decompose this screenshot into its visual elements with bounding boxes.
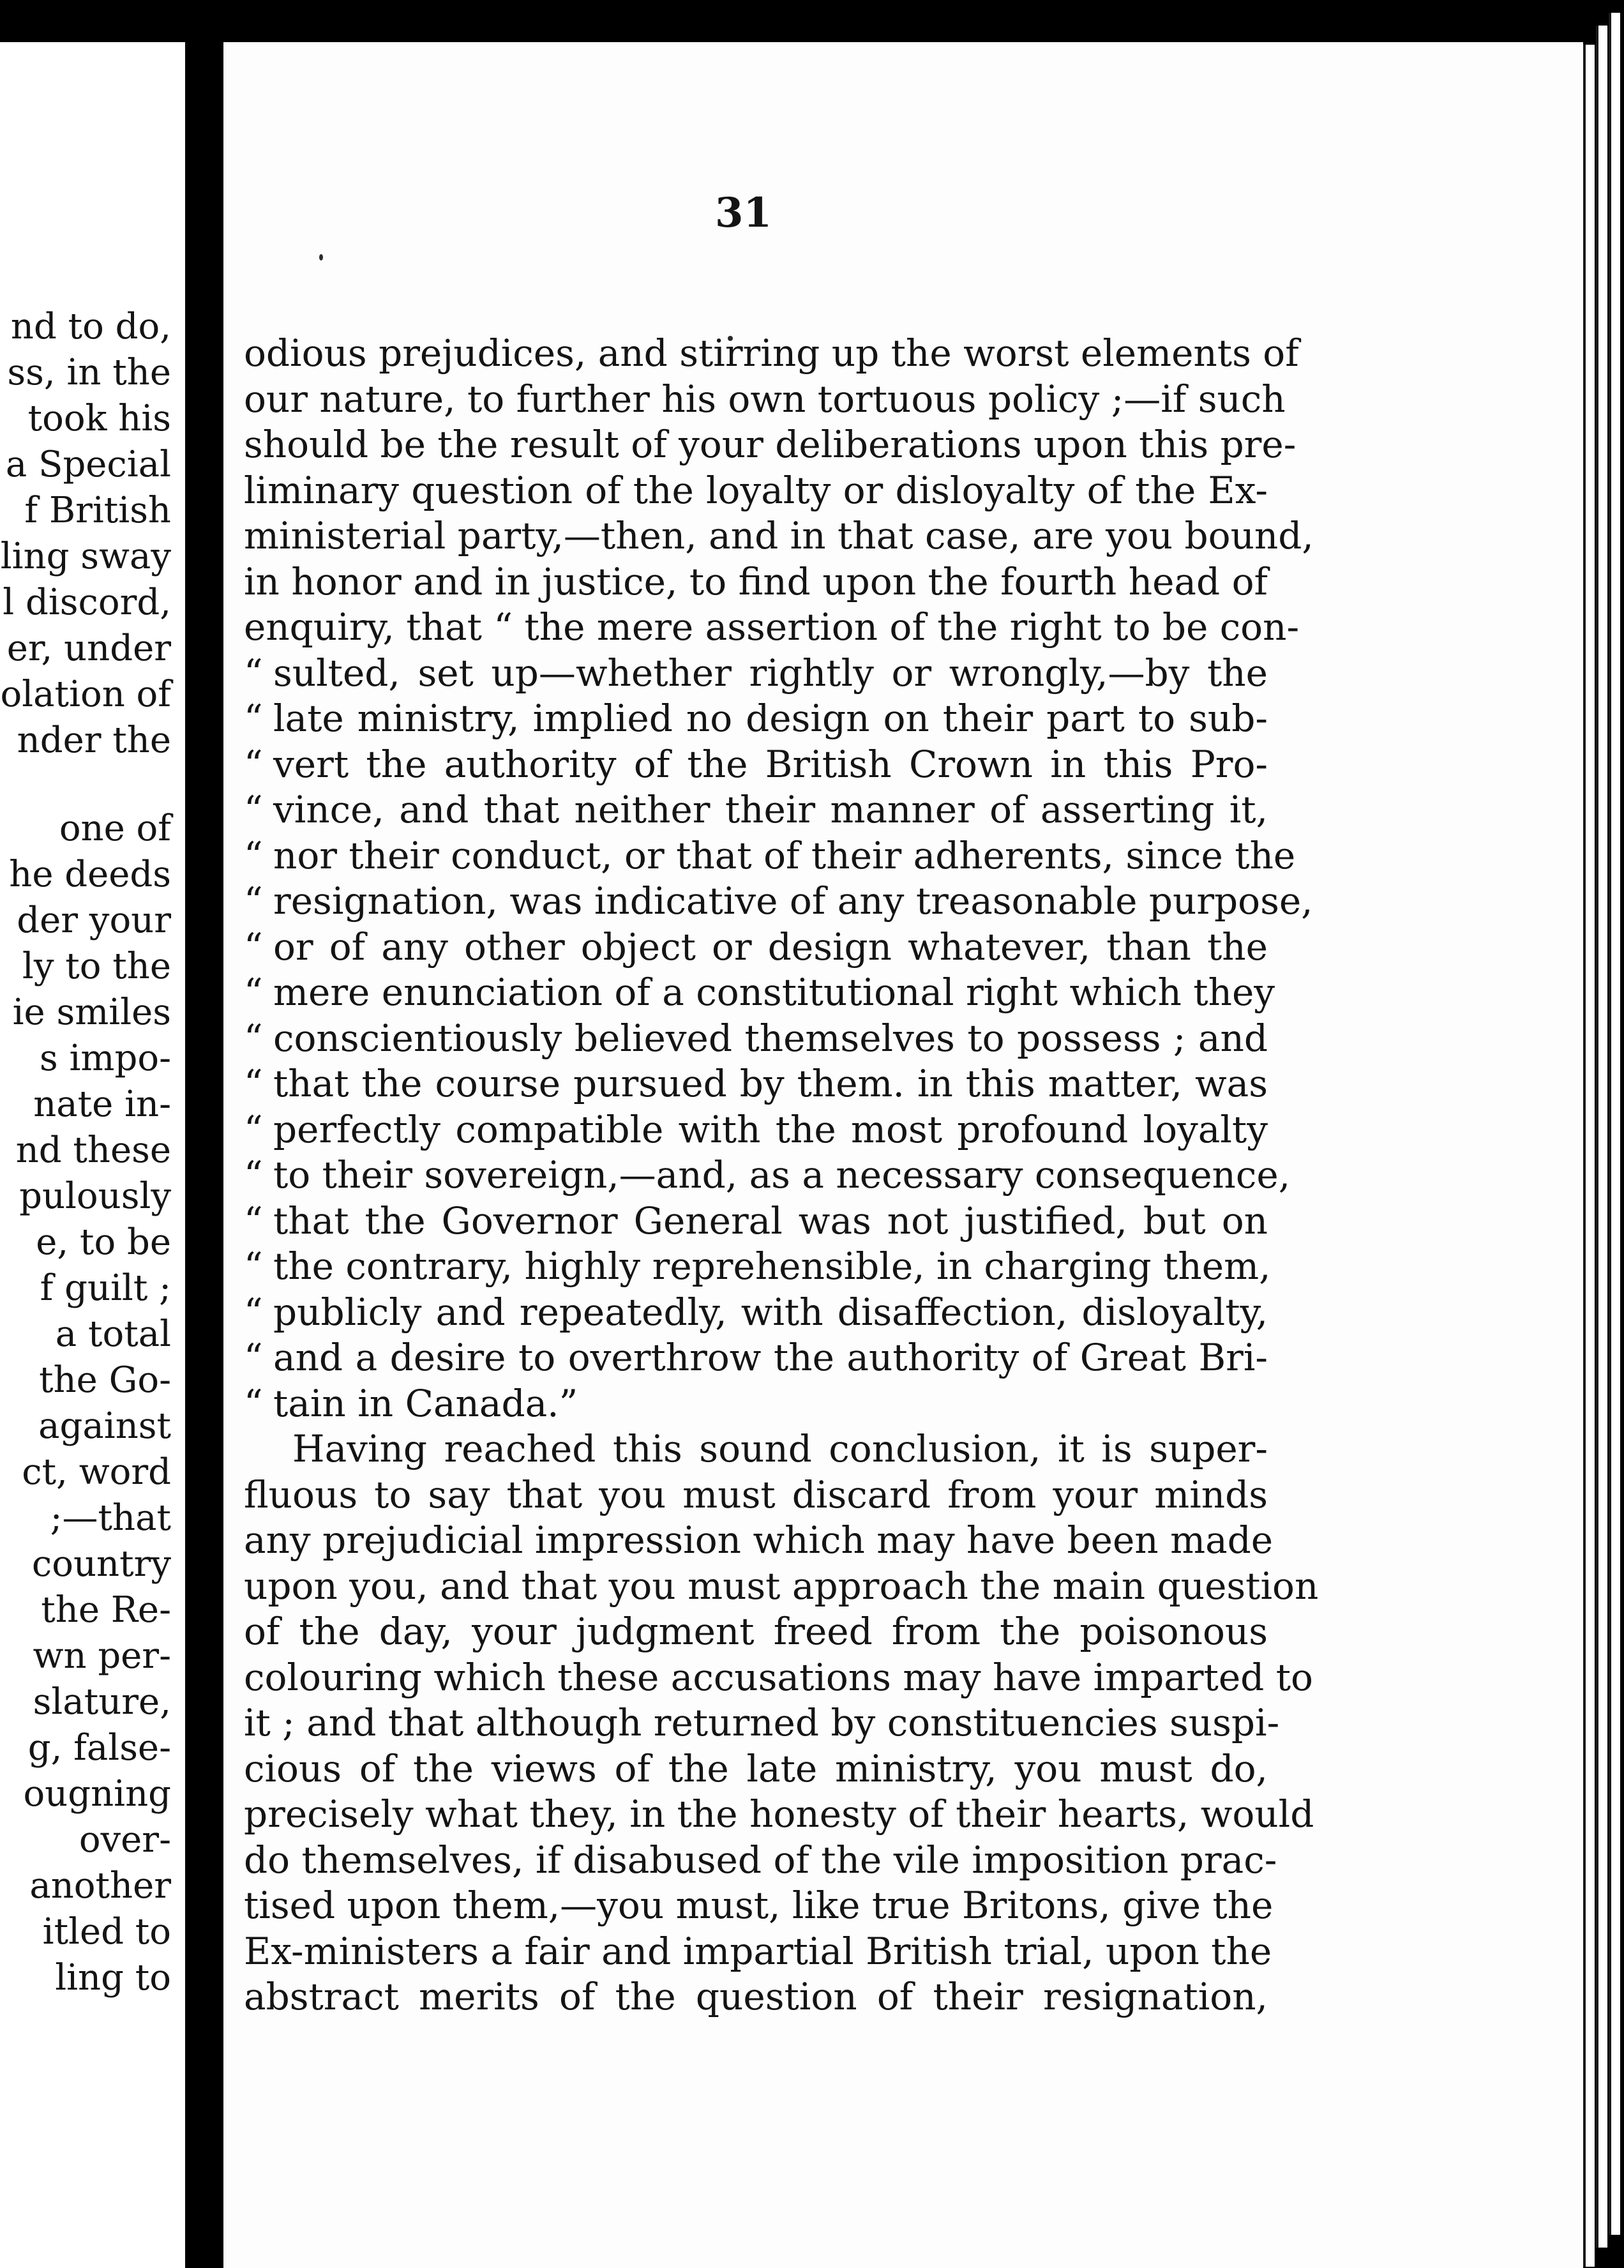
- left-page-line: nd to do,: [10, 306, 171, 347]
- text-line: of the day, your judgment freed from the poisonous: [244, 1610, 1268, 1653]
- quote-mark: “: [244, 1336, 263, 1379]
- left-page-line: against: [38, 1405, 171, 1447]
- text-line: in honor and in justice, to find upon the fourth head of: [244, 559, 1268, 603]
- left-page-line: the Go-: [39, 1359, 171, 1401]
- text-line: tised upon them,—you must, like true Britons, give the: [244, 1884, 1274, 1927]
- left-page-line: g, false-: [27, 1727, 171, 1769]
- left-page-line: slature,: [33, 1681, 171, 1723]
- quote-mark: “: [244, 1290, 263, 1334]
- ink-speck: [319, 254, 323, 261]
- left-page-line: der your: [17, 900, 171, 941]
- quoted-line: [244, 925, 1268, 971]
- text-line: upon you, and that you must approach the main question: [244, 1564, 1319, 1608]
- text-line: ministerial party,—then, and in that case, are you bound,: [244, 514, 1314, 557]
- text-line: liminary question of the loyalty or disloyalty of the Ex-: [244, 468, 1268, 512]
- book-gutter: [185, 0, 223, 2268]
- left-page-line: ougning: [23, 1773, 171, 1815]
- quoted-line: [244, 696, 1268, 742]
- left-page-line: nder the: [17, 720, 171, 761]
- page-number: 31: [715, 189, 772, 237]
- quoted-line: [244, 879, 1313, 925]
- left-page-line: over-: [79, 1819, 171, 1861]
- quoted-line-text: and a desire to overthrow the authority of Great Bri-: [273, 1336, 1268, 1379]
- text-line: odious prejudices, and stirring up the worst elements of: [244, 331, 1299, 375]
- left-page-line: er, under: [6, 628, 171, 669]
- text-line: abstract merits of the question of their resignation,: [244, 1975, 1268, 2018]
- quoted-line-text: nor their conduct, or that of their adherents, since the: [273, 833, 1296, 877]
- quoted-line-text: the contrary, highly reprehensible, in charging them,: [273, 1244, 1271, 1288]
- quoted-line-text: that the Governor General was not justified, but on: [273, 1198, 1268, 1243]
- text-line: cious of the views of the late ministry, you must do,: [244, 1746, 1268, 1790]
- text-line: Having reached this sound conclusion, it is super-: [292, 1427, 1268, 1470]
- left-page-line: he deeds: [9, 854, 171, 895]
- left-page-line: nd these: [15, 1130, 171, 1171]
- text-line: should be the result of your deliberations upon this pre-: [244, 423, 1297, 466]
- quoted-line-text: or of any other object or design whatever, than the: [273, 925, 1268, 969]
- left-page-line: another: [29, 1865, 171, 1907]
- text-line: fluous to say that you must discard from your minds: [244, 1472, 1268, 1516]
- quote-mark: “: [244, 1198, 263, 1243]
- quoted-line-text: resignation, was indicative of any treasonable purpose,: [273, 879, 1313, 923]
- quote-mark: “: [244, 879, 263, 923]
- left-page-line: e, to be: [36, 1221, 171, 1263]
- quoted-line: [244, 787, 1268, 833]
- quoted-line: [244, 1290, 1268, 1336]
- left-page-line: ly to the: [22, 946, 171, 987]
- body-text: [244, 331, 1319, 2020]
- quote-mark: “: [244, 697, 263, 740]
- quoted-line-text: mere enunciation of a constitutional right which they: [273, 971, 1275, 1014]
- quoted-line-text: tain in Canada.”: [273, 1381, 578, 1425]
- left-page-line: olation of: [0, 674, 171, 715]
- left-page-line: wn per-: [33, 1635, 171, 1677]
- text-line: it ; and that although returned by constituencies suspi-: [244, 1701, 1280, 1744]
- left-page-fragment: [0, 42, 185, 2268]
- left-page-line: the Re-: [41, 1589, 171, 1631]
- left-page-line: l discord,: [3, 582, 171, 623]
- quoted-line-text: that the course pursued by them. in this matter, was: [273, 1062, 1268, 1105]
- quote-mark: “: [244, 1062, 263, 1105]
- left-page-line: one of: [59, 808, 171, 849]
- left-page-line: ling sway: [0, 536, 171, 577]
- paragraph-1: [244, 331, 1314, 651]
- text-line: precisely what they, in the honesty of their hearts, would: [244, 1792, 1314, 1836]
- page-edge-stack: [1609, 13, 1620, 2235]
- quoted-finding: [244, 651, 1313, 1427]
- quoted-line: [244, 1244, 1271, 1290]
- quote-mark: “: [244, 1153, 263, 1197]
- quote-mark: “: [244, 742, 263, 786]
- left-page-line: ie smiles: [12, 992, 171, 1033]
- quoted-line: [244, 742, 1268, 788]
- text-line: do themselves, if disabused of the vile imposition prac-: [244, 1838, 1277, 1882]
- left-page-line: ;—that: [50, 1497, 171, 1539]
- quoted-line-text: late ministry, implied no design on their part to sub-: [273, 697, 1268, 740]
- left-page-line: country: [31, 1543, 171, 1585]
- quoted-line: [244, 651, 1268, 697]
- left-page-line: f British: [24, 490, 171, 531]
- left-page-line: s impo-: [39, 1038, 171, 1079]
- quoted-line: [244, 1335, 1268, 1381]
- quoted-line: [244, 1381, 1268, 1427]
- left-page-line: a Special: [5, 444, 171, 485]
- quoted-line-text: vert the authority of the British Crown in this Pro-: [273, 742, 1268, 786]
- text-line: our nature, to further his own tortuous policy ;—if such: [244, 377, 1286, 421]
- quoted-line-text: perfectly compatible with the most profound loyalty: [273, 1107, 1268, 1151]
- text-line: enquiry, that “ the mere assertion of the right to be con-: [244, 605, 1300, 649]
- quoted-line-text: sulted, set up—whether rightly or wrongly,—by the: [273, 651, 1268, 695]
- quoted-line-text: vince, and that neither their manner of asserting it,: [273, 788, 1268, 831]
- quote-mark: “: [244, 1381, 263, 1425]
- page-edge-stack: [1583, 45, 1595, 2267]
- paragraph-2: [244, 1426, 1319, 2020]
- left-page-line: a total: [55, 1313, 171, 1355]
- quote-mark: “: [244, 1107, 263, 1151]
- quote-mark: “: [244, 971, 263, 1014]
- quoted-line-text: publicly and repeatedly, with disaffection, disloyalty,: [273, 1290, 1268, 1334]
- text-line: any prejudicial impression which may have been made: [244, 1518, 1274, 1562]
- left-page-line: ling to: [55, 1957, 171, 1999]
- text-line: Ex-ministers a fair and impartial British trial, upon the: [244, 1929, 1272, 1973]
- left-page-line: pulously: [19, 1176, 171, 1217]
- quoted-line: [244, 1198, 1268, 1244]
- left-page-line: nate in-: [33, 1084, 171, 1125]
- quote-mark: “: [244, 1016, 263, 1060]
- quoted-line: [244, 833, 1296, 879]
- quoted-line: [244, 970, 1275, 1016]
- left-page-line: f guilt ;: [40, 1267, 171, 1309]
- quoted-line: [244, 1107, 1268, 1153]
- quoted-line-text: to their sovereign,—and, as a necessary consequence,: [273, 1153, 1291, 1197]
- quoted-line: [244, 1061, 1268, 1107]
- quote-mark: “: [244, 925, 263, 969]
- left-page-line: ct, word: [22, 1451, 171, 1493]
- left-page-line: itled to: [42, 1911, 171, 1953]
- left-page-line: took his: [27, 398, 171, 439]
- quote-mark: “: [244, 788, 263, 831]
- quoted-line: [244, 1016, 1268, 1062]
- left-page-line: ss, in the: [7, 352, 171, 393]
- quote-mark: “: [244, 651, 263, 695]
- quoted-line: [244, 1153, 1291, 1198]
- quote-mark: “: [244, 833, 263, 877]
- page-edge-stack: [1596, 26, 1607, 2248]
- text-line: colouring which these accusations may have imparted to: [244, 1655, 1313, 1699]
- quote-mark: “: [244, 1244, 263, 1288]
- quoted-line-text: conscientiously believed themselves to possess ; and: [273, 1016, 1268, 1060]
